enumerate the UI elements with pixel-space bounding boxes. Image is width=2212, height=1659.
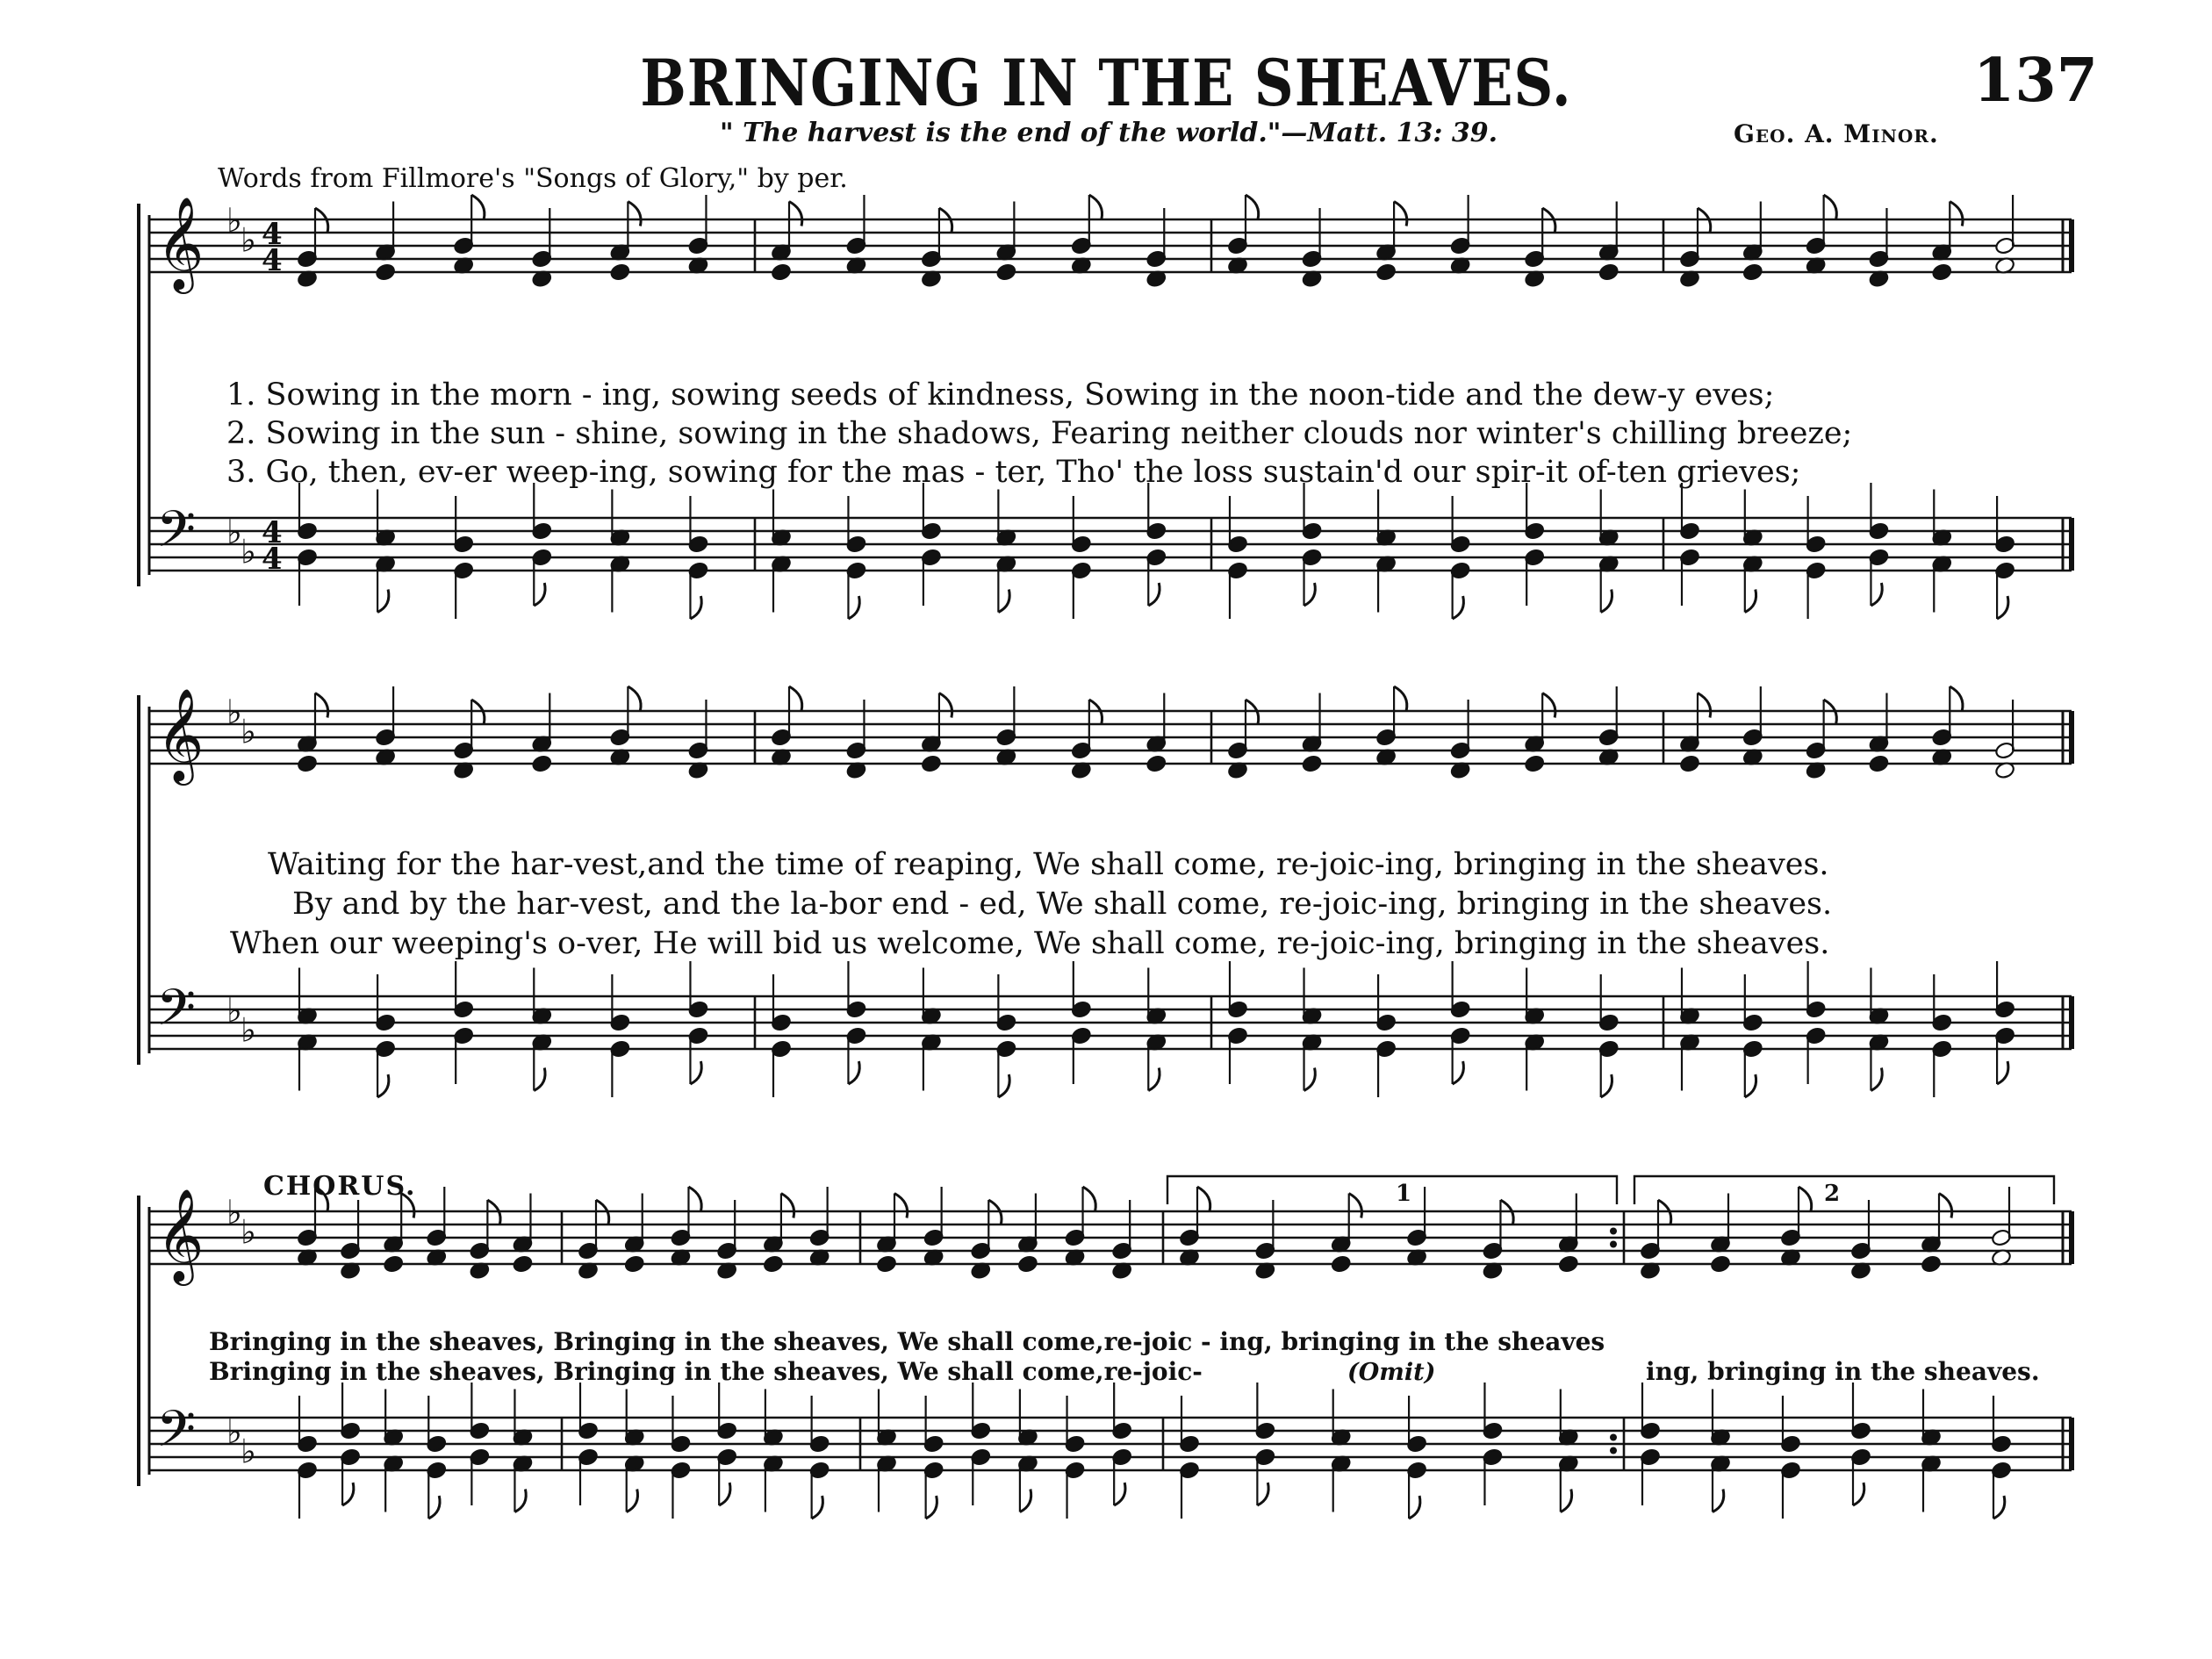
note-flag [1089, 195, 1102, 219]
note-flag [471, 195, 485, 219]
treble-note-head [297, 754, 318, 772]
flat-sign-icon: ♭ [226, 991, 242, 1030]
note-flag [1246, 195, 1259, 219]
note-flag [1950, 686, 1963, 711]
note-flag [848, 596, 859, 619]
note-flag [628, 202, 641, 226]
volta-number-2: 2 [1824, 1181, 1841, 1207]
chorus-lyric-line-2a: Bringing in the sheaves, Bringing in the sheaves, We shall come,re-joic- [209, 1357, 1203, 1386]
note-flag [719, 1483, 730, 1505]
flat-sign-icon: ♭ [241, 532, 256, 571]
note-flag [1349, 1194, 1362, 1218]
note-flag [690, 596, 701, 619]
time-signature-numerator: 4 [262, 217, 283, 252]
words-credit: Words from Fillmore's "Songs of Glory," by per. [218, 163, 848, 194]
note-flag [1453, 1061, 1464, 1084]
note-flag [342, 1483, 354, 1505]
repeat-dot [1610, 1447, 1617, 1454]
note-flag [1257, 1483, 1268, 1505]
note-flag [1601, 1074, 1612, 1097]
note-flag [926, 1496, 937, 1519]
flat-sign-icon: ♭ [241, 220, 256, 260]
note-flag [1939, 1194, 1952, 1218]
note-flag [1745, 1074, 1756, 1097]
note-flag [688, 1187, 701, 1211]
note-flag [514, 1490, 526, 1512]
treble-note-head [921, 754, 942, 772]
note-flag [1083, 1187, 1096, 1211]
verse-3-line-b: When our weeping's o-ver, He will bid us welcome, We shall come, re-joic-ing, bringing in the sheaves. [230, 926, 1830, 961]
bass-clef-icon: 𝄢 [156, 978, 197, 1050]
treble-note-head [1679, 754, 1700, 772]
note-flag [1304, 583, 1316, 606]
note-flag [1745, 590, 1756, 613]
note-flag [628, 686, 641, 711]
note-flag [998, 1074, 1009, 1097]
note-flag [315, 1187, 328, 1211]
repeat-dot [1610, 1228, 1617, 1235]
flat-sign-icon: ♭ [241, 712, 256, 751]
chorus-lyric-line-1: Bringing in the sheaves, Bringing in the sheaves, We shall come,re-joic - ing, bringing in the sheaves [209, 1327, 1605, 1356]
verse-2-line-b: By and by the har-vest, and the la-bor end - ed, We shall come, re-joic-ing, bringing in the sheaves. [292, 887, 1833, 922]
treble-note-head [531, 754, 552, 772]
verse-1-line-a: 1. Sowing in the morn - ing, sowing seeds of kindness, Sowing in the noon-tide and the dew-y eves; [226, 377, 1775, 413]
treble-note-head [1710, 1254, 1731, 1273]
note-flag [1304, 1068, 1316, 1091]
note-flag [781, 1194, 794, 1218]
treble-note-head [876, 1254, 897, 1273]
treble-note-head [763, 1254, 784, 1273]
treble-note-head [375, 262, 396, 281]
note-flag [812, 1496, 823, 1519]
note-flag [1409, 1496, 1420, 1519]
note-flag [1871, 583, 1882, 606]
time-signature-denominator: 4 [262, 243, 283, 278]
treble-note-head [383, 1254, 404, 1273]
note-flag [1542, 693, 1555, 718]
treble-note-head [1921, 1254, 1942, 1273]
volta-bracket-2 [1634, 1176, 2054, 1204]
chorus-lyric-line-2b: ing, bringing in the sheaves. [1646, 1357, 2040, 1386]
note-flag [939, 693, 952, 718]
note-flag [894, 1194, 908, 1218]
note-flag [789, 686, 802, 711]
omit-marker: (Omit) [1347, 1359, 1436, 1386]
bass-clef-icon: 𝄢 [156, 1399, 197, 1471]
treble-note-head [1524, 754, 1545, 772]
note-flag [1114, 1483, 1125, 1505]
treble-clef-icon: 𝄞 [156, 1188, 205, 1282]
treble-note-head [512, 1254, 533, 1273]
note-flag [1148, 583, 1160, 606]
note-flag [1799, 1187, 1812, 1211]
page-number: 137 [1973, 46, 2098, 116]
note-flag [1993, 1496, 2005, 1519]
note-flag [1997, 596, 2008, 619]
note-flag [428, 1496, 440, 1519]
verse-1-line-b: Waiting for the har-vest,and the time of reaping, We shall come, re-joic-ing, bringing in the sheaves. [268, 847, 1829, 882]
note-flag [1853, 1483, 1864, 1505]
note-flag [789, 202, 802, 226]
time-signature-denominator: 4 [262, 542, 283, 577]
treble-note-head [1301, 754, 1322, 772]
flat-sign-icon: ♭ [226, 1412, 242, 1451]
scripture-epigraph: " The harvest is the end of the world."—Matt. 13: 39. [720, 118, 1498, 148]
note-flag [1453, 596, 1464, 619]
treble-note-head [609, 262, 630, 281]
bass-clef-icon: 𝄢 [156, 499, 197, 571]
note-flag [1698, 693, 1711, 718]
treble-note-head [624, 1254, 645, 1273]
treble-clef-icon: 𝄞 [156, 196, 205, 290]
flat-sign-icon: ♭ [226, 1193, 242, 1232]
note-flag [1394, 686, 1407, 711]
treble-note-head [771, 262, 792, 281]
note-flag [315, 693, 328, 718]
treble-note-head [1146, 754, 1167, 772]
note-flag [1824, 195, 1837, 219]
volta-number-1: 1 [1396, 1181, 1412, 1207]
note-flag [690, 1061, 701, 1084]
verse-3-line-a: 3. Go, then, ev-er weep-ing, sowing for the mas - ter, Tho' the loss sustain'd our spir-it of-ten grieves; [226, 455, 1801, 490]
treble-note-head [1598, 262, 1620, 281]
composer-credit: Geo. A. Minor. [1734, 119, 1939, 148]
treble-clef-icon: 𝄞 [156, 687, 205, 781]
note-flag [1713, 1490, 1724, 1512]
flat-sign-icon: ♭ [226, 693, 242, 731]
volta-bracket-1 [1167, 1176, 1617, 1204]
note-flag [1561, 1490, 1572, 1512]
flat-sign-icon: ♭ [226, 513, 242, 551]
note-flag [627, 1490, 638, 1512]
note-flag [1871, 1068, 1882, 1091]
treble-note-head [1558, 1254, 1579, 1273]
note-flag [848, 1061, 859, 1084]
note-flag [998, 590, 1009, 613]
note-flag [1197, 1187, 1210, 1211]
treble-note-head [1017, 1254, 1038, 1273]
treble-note-head [1375, 262, 1397, 281]
repeat-dot [1610, 1434, 1617, 1441]
note-flag [377, 590, 389, 613]
note-flag [1020, 1490, 1031, 1512]
chorus-label: CHORUS. [263, 1171, 417, 1202]
note-flag [534, 1068, 545, 1091]
time-signature-numerator: 4 [262, 515, 283, 550]
note-flag [1148, 1068, 1160, 1091]
note-flag [377, 1074, 389, 1097]
flat-sign-icon: ♭ [241, 1432, 256, 1471]
flat-sign-icon: ♭ [241, 1010, 256, 1050]
treble-note-head [1742, 262, 1763, 281]
verse-2-line-a: 2. Sowing in the sun - shine, sowing in the shadows, Fearing neither clouds nor winter's chilling breeze; [226, 416, 1853, 451]
note-flag [1997, 1061, 2008, 1084]
note-flag [534, 583, 545, 606]
song-title: BRINGING IN THE SHEAVES. [640, 45, 1572, 121]
treble-note-head [1331, 1254, 1352, 1273]
note-flag [1394, 202, 1407, 226]
note-flag [1950, 202, 1963, 226]
note-flag [401, 1194, 414, 1218]
treble-note-head [1868, 754, 1889, 772]
treble-note-head [1931, 262, 1952, 281]
repeat-dot [1610, 1241, 1617, 1248]
flat-sign-icon: ♭ [241, 1212, 256, 1252]
note-flag [1601, 590, 1612, 613]
flat-sign-icon: ♭ [226, 201, 242, 240]
treble-note-head [995, 262, 1016, 281]
